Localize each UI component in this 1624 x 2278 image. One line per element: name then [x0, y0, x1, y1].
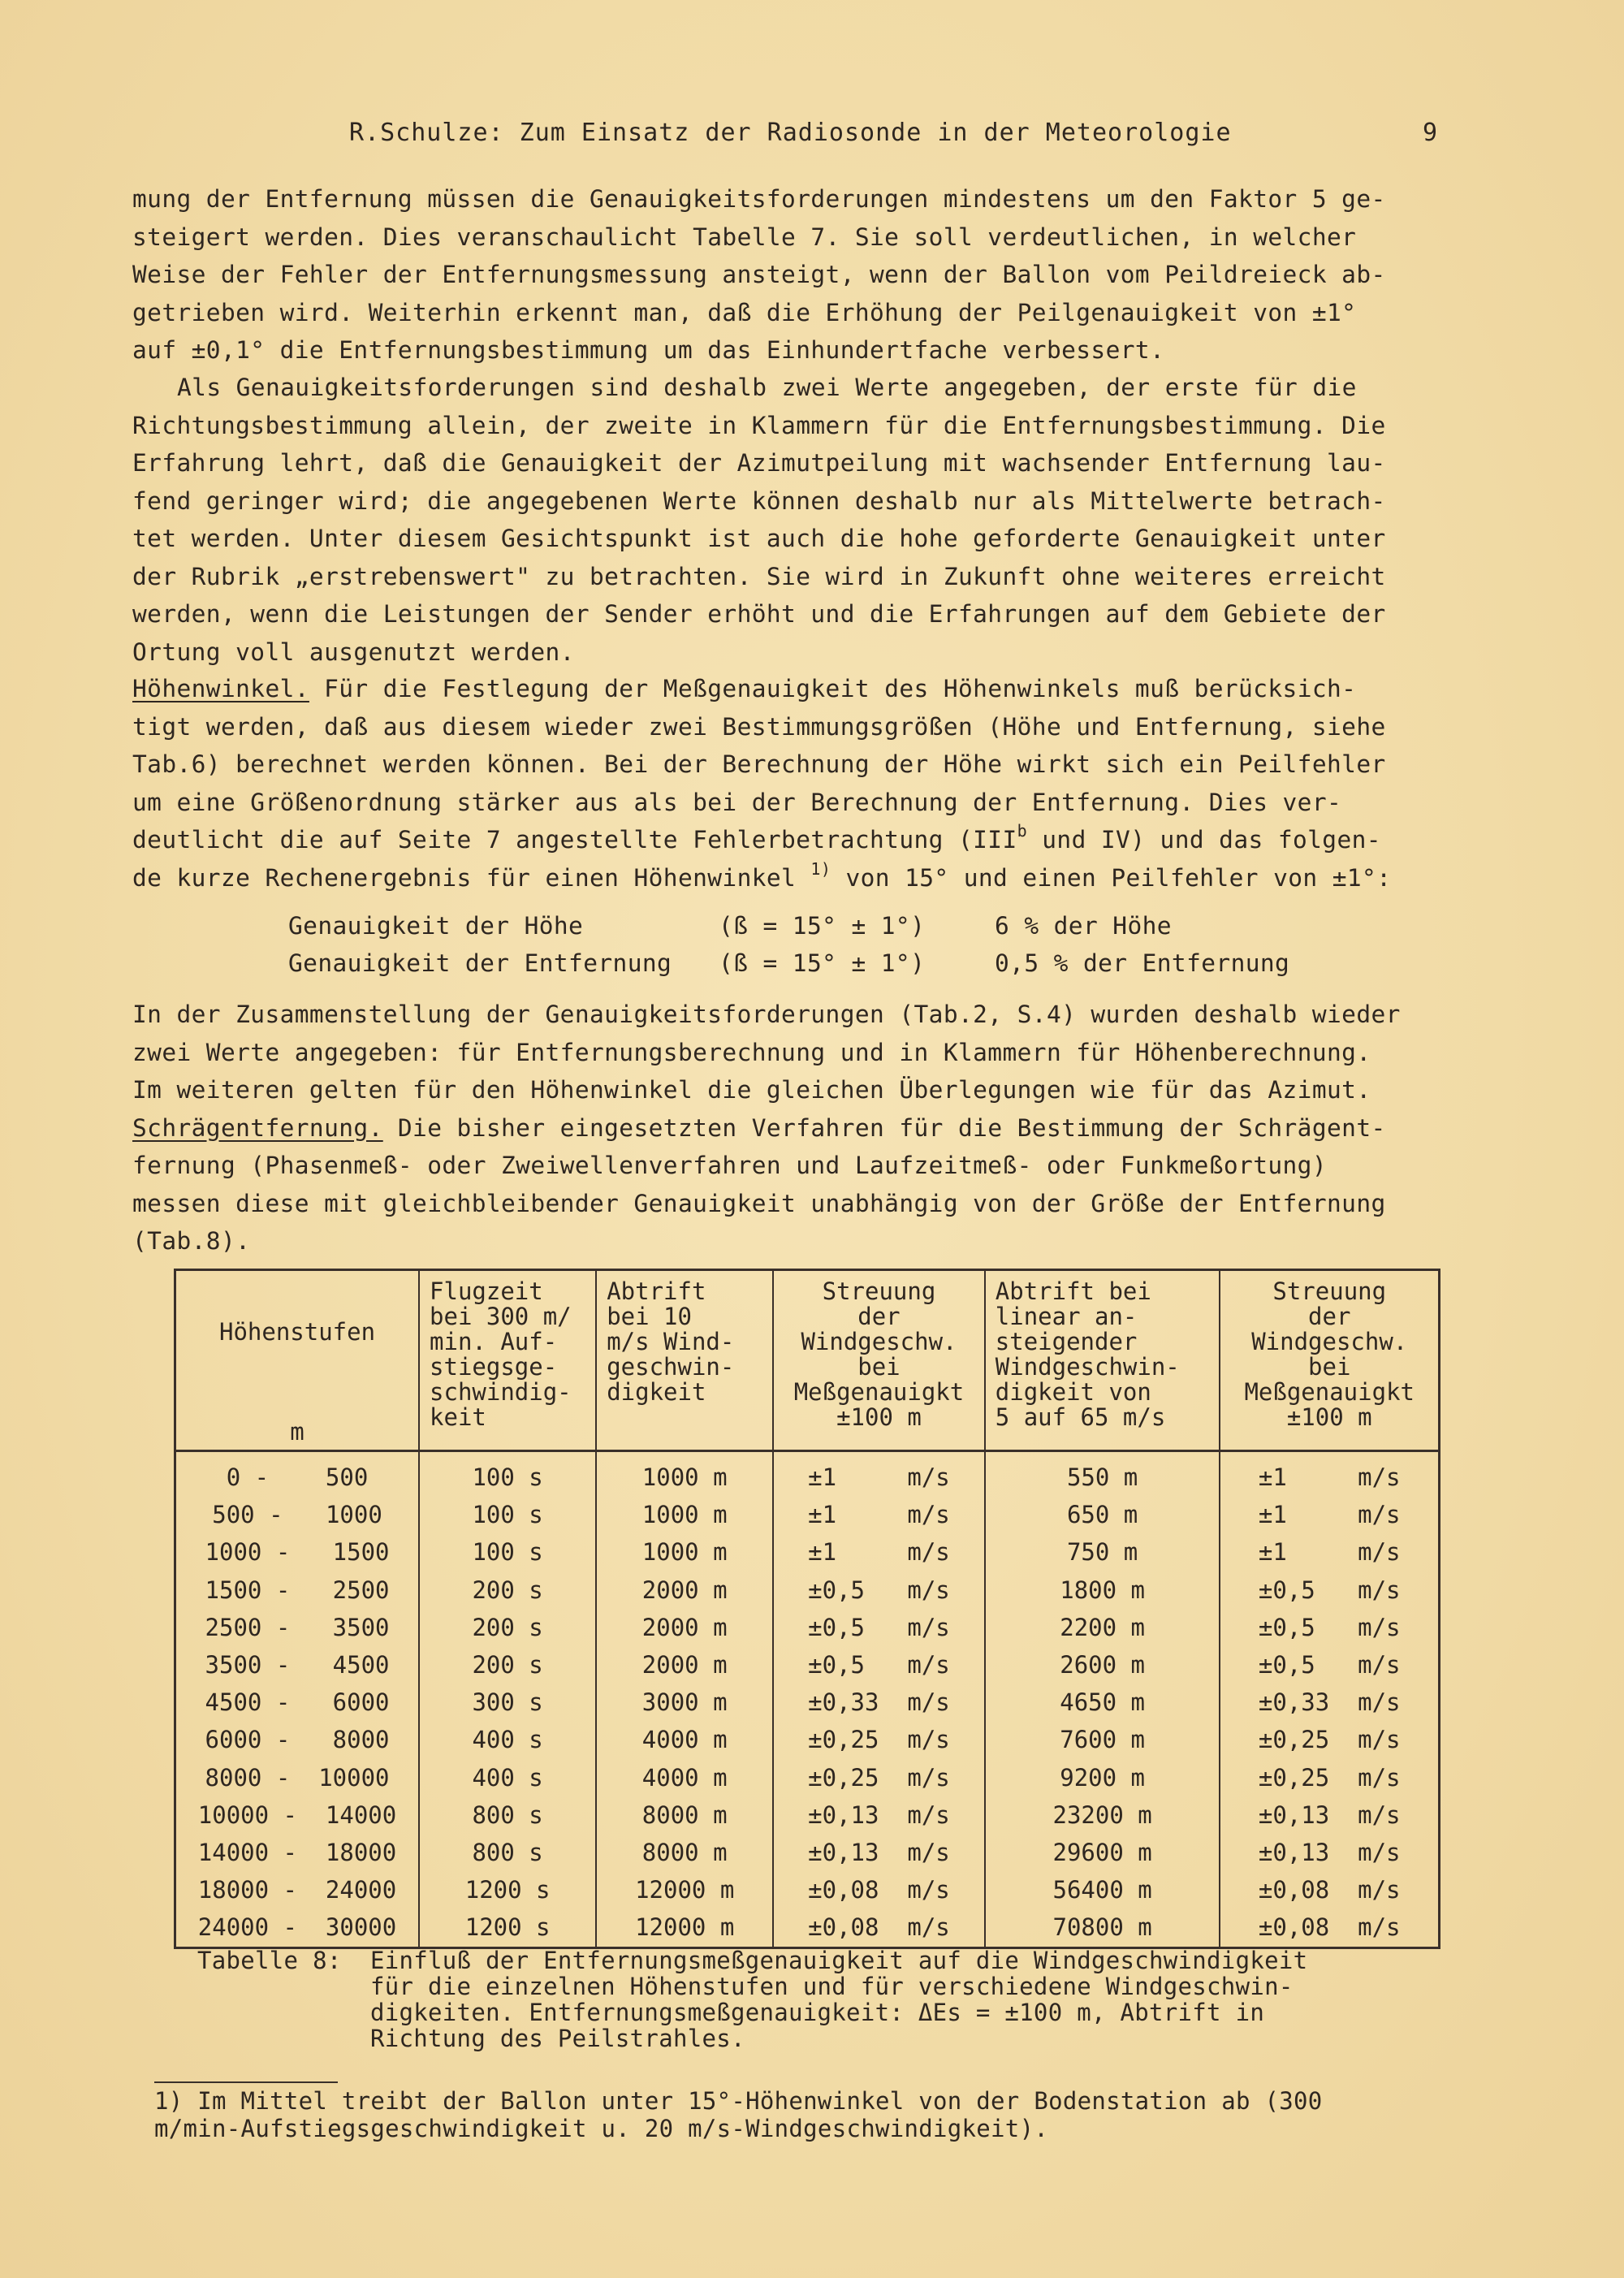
- cell-streuung-2: ±0,08 m/s: [1220, 1908, 1439, 1947]
- cell-hoehenstufe: 1000 - 1500: [175, 1533, 420, 1571]
- header-label: Höhenstufen: [218, 1318, 376, 1346]
- table-row: [175, 1684, 1440, 1721]
- table-row: [175, 1871, 1440, 1908]
- footnote-rule: [154, 2081, 338, 2083]
- header-line: m/s Wind-: [607, 1328, 735, 1355]
- text-line: mung der Entfernung müssen die Genauigkeitsforderungen mindestens um den Faktor 5 ge-: [132, 185, 1386, 213]
- cell-hoehenstufe: 0 - 500: [175, 1451, 420, 1497]
- header-line: min. Auf-: [430, 1328, 558, 1355]
- header-line: Meßgenauigkt: [1244, 1378, 1415, 1406]
- text-line: [132, 859, 1464, 897]
- header-line: steigender: [995, 1328, 1138, 1355]
- header-line: Flugzeit: [430, 1277, 543, 1305]
- text-line: messen diese mit gleichbleibender Genauigkeit unabhängig von der Größe der Entfernung: [132, 1189, 1386, 1217]
- text-line: Weise der Fehler der Entfernungsmessung ansteigt, wenn der Ballon vom Peildreieck ab-: [132, 261, 1386, 288]
- cell-hoehenstufe: 24000 - 30000: [175, 1908, 420, 1947]
- table-row: [175, 1533, 1440, 1571]
- cell-flugzeit: 800 s: [419, 1796, 596, 1834]
- header-line: bei: [1308, 1353, 1351, 1381]
- cell-flugzeit: 200 s: [419, 1609, 596, 1646]
- cell-streuung-2: ±0,25 m/s: [1220, 1721, 1439, 1758]
- header-line: bei 10: [607, 1303, 692, 1330]
- cell-streuung: ±0,25 m/s: [773, 1721, 985, 1758]
- cell-flugzeit: 1200 s: [419, 1871, 596, 1908]
- header-hoehenstufen: [175, 1270, 420, 1451]
- text-line: werden, wenn die Leistungen der Sender erhöht und die Erfahrungen auf dem Gebiete der: [132, 600, 1386, 628]
- cell-abtrift-linear: 29600 m: [985, 1834, 1220, 1871]
- header-line: Streuung: [1272, 1277, 1387, 1305]
- paragraph-3: [132, 996, 1464, 1260]
- header-line: stiegsge-: [430, 1353, 558, 1381]
- cell-abtrift-linear: 650 m: [985, 1496, 1220, 1533]
- cell-hoehenstufe: 4500 - 6000: [175, 1684, 420, 1721]
- text-line: getrieben wird. Weiterhin erkennt man, daß die Erhöhung der Peilgenauigkeit von ±1°: [132, 298, 1357, 326]
- footnote-line: m/min-Aufstiegsgeschwindigkeit u. 20 m/s-Windgeschwindigkeit).: [154, 2115, 1049, 2142]
- cell-flugzeit: 100 s: [419, 1496, 596, 1533]
- cell-hoehenstufe: 6000 - 8000: [175, 1721, 420, 1758]
- table-row: [175, 1759, 1440, 1796]
- cell-hoehenstufe: 2500 - 3500: [175, 1609, 420, 1646]
- cell-streuung: ±0,08 m/s: [773, 1908, 985, 1947]
- formula-row: [132, 907, 1464, 944]
- header-line: schwindig-: [430, 1378, 572, 1406]
- caption-line: Einfluß der Entfernungsmeßgenauigkeit auf die Windgeschwindigkeit: [370, 1947, 1308, 1974]
- header-flugzeit: [419, 1270, 596, 1451]
- cell-abtrift-linear: 56400 m: [985, 1871, 1220, 1908]
- section-heading: Höhenwinkel.: [132, 675, 309, 702]
- header-abtrift-linear: [985, 1270, 1220, 1451]
- text-line: Ortung voll ausgenutzt werden.: [132, 638, 575, 666]
- cell-abtrift: 2000 m: [596, 1646, 773, 1684]
- section-heading: Schrägentfernung.: [132, 1113, 383, 1142]
- text-span: Für die Festlegung der Meßgenauigkeit des Höhenwinkels muß berücksich-: [309, 675, 1357, 702]
- cell-hoehenstufe: 14000 - 18000: [175, 1834, 420, 1871]
- cell-streuung-2: ±0,13 m/s: [1220, 1796, 1439, 1834]
- cell-abtrift: 4000 m: [596, 1759, 773, 1796]
- cell-streuung-2: ±1 m/s: [1220, 1496, 1439, 1533]
- text-line: [132, 821, 1464, 859]
- section-hoehenwinkel: [132, 670, 1464, 897]
- footnote-line: 1) Im Mittel treibt der Ballon unter 15°-Höhenwinkel von der Bodenstation ab (300: [154, 2087, 1323, 2115]
- text-line: um eine Größenordnung stärker aus als bei der Berechnung der Entfernung. Dies ver-: [132, 788, 1342, 816]
- cell-flugzeit: 1200 s: [419, 1908, 596, 1947]
- cell-streuung-2: ±0,25 m/s: [1220, 1759, 1439, 1796]
- superscript: b: [1017, 821, 1028, 841]
- text-line: Erfahrung lehrt, daß die Genauigkeit der Azimutpeilung mit wachsender Entfernung lau-: [132, 449, 1386, 477]
- caption-line: für die einzelnen Höhenstufen und für verschiedene Windgeschwin-: [370, 1973, 1294, 2000]
- cell-streuung: ±1 m/s: [773, 1451, 985, 1497]
- cell-streuung-2: ±1 m/s: [1220, 1451, 1439, 1497]
- cell-streuung-2: ±0,5 m/s: [1220, 1609, 1439, 1646]
- cell-flugzeit: 200 s: [419, 1646, 596, 1684]
- header-line: ±100 m: [1286, 1403, 1372, 1431]
- text-line: der Rubrik „erstrebenswert" zu betrachten. Sie wird in Zukunft ohne weiteres erreicht: [132, 562, 1386, 590]
- cell-abtrift: 1000 m: [596, 1496, 773, 1533]
- table-header-row: [175, 1270, 1440, 1451]
- cell-streuung: ±0,5 m/s: [773, 1646, 985, 1684]
- cell-abtrift-linear: 70800 m: [985, 1908, 1220, 1947]
- text-line: fend geringer wird; die angegebenen Werte können deshalb nur als Mittelwerte betrach-: [132, 486, 1386, 515]
- cell-abtrift-linear: 9200 m: [985, 1759, 1220, 1796]
- header-line: Windgeschwin-: [995, 1353, 1180, 1381]
- cell-hoehenstufe: 18000 - 24000: [175, 1871, 420, 1908]
- text-line: Im weiteren gelten für den Höhenwinkel die gleichen Überlegungen wie für das Azimut.: [132, 1076, 1371, 1104]
- footnote-ref: 1): [810, 858, 831, 879]
- cell-abtrift-linear: 23200 m: [985, 1796, 1220, 1834]
- table-8: [174, 1269, 1440, 1949]
- header-line: Windgeschw.: [1251, 1328, 1408, 1355]
- formula-result: 0,5 % der Entfernung: [995, 949, 1290, 977]
- formula-label: Genauigkeit der Entfernung: [288, 949, 672, 977]
- text-span: deutlicht die auf Seite 7 angestellte Fehlerbetrachtung (III: [132, 826, 1017, 854]
- footnote: [154, 2087, 1453, 2142]
- paragraph-1: [132, 180, 1464, 370]
- cell-flugzeit: 400 s: [419, 1721, 596, 1758]
- cell-streuung-2: ±0,5 m/s: [1220, 1646, 1439, 1684]
- text-line: steigert werden. Dies veranschaulicht Tabelle 7. Sie soll verdeutlichen, in welcher: [132, 223, 1357, 251]
- header-line: digkeit von: [995, 1378, 1151, 1406]
- header-line: bei: [857, 1353, 901, 1381]
- text-line: In der Zusammenstellung der Genauigkeitsforderungen (Tab.2, S.4) wurden deshalb wieder: [132, 1001, 1401, 1028]
- cell-abtrift: 3000 m: [596, 1684, 773, 1721]
- header-unit: m: [290, 1418, 304, 1446]
- table-row: [175, 1834, 1440, 1871]
- text-span: Die bisher eingesetzten Verfahren für die Bestimmung der Schrägent-: [382, 1113, 1386, 1142]
- caption-line: digkeiten. Entfernungsmeßgenauigkeit: ΔEs = ±100 m, Abtrift in: [370, 1999, 1265, 2026]
- formula-row: [132, 944, 1464, 982]
- text-line: tigt werden, daß aus diesem wieder zwei Bestimmungsgrößen (Höhe und Entfernung, siehe: [132, 712, 1386, 741]
- header-streuung-2: [1220, 1270, 1439, 1451]
- table-caption: [197, 1947, 1440, 2051]
- cell-abtrift: 8000 m: [596, 1796, 773, 1834]
- text-line: (Tab.8).: [132, 1227, 251, 1255]
- table-row: [175, 1571, 1440, 1609]
- cell-abtrift-linear: 4650 m: [985, 1684, 1220, 1721]
- cell-streuung: ±0,5 m/s: [773, 1609, 985, 1646]
- cell-hoehenstufe: 10000 - 14000: [175, 1796, 420, 1834]
- table-row: [175, 1451, 1440, 1497]
- cell-abtrift-linear: 7600 m: [985, 1721, 1220, 1758]
- cell-abtrift: 8000 m: [596, 1834, 773, 1871]
- cell-flugzeit: 100 s: [419, 1533, 596, 1571]
- formula-condition: (ß = 15° ± 1°): [719, 912, 926, 940]
- cell-streuung: ±0,25 m/s: [773, 1759, 985, 1796]
- cell-abtrift-linear: 1800 m: [985, 1571, 1220, 1609]
- cell-streuung: ±0,5 m/s: [773, 1571, 985, 1609]
- cell-abtrift: 4000 m: [596, 1721, 773, 1758]
- cell-abtrift: 1000 m: [596, 1451, 773, 1497]
- header-line: Abtrift: [607, 1277, 706, 1305]
- cell-abtrift: 12000 m: [596, 1871, 773, 1908]
- text-line: Als Genauigkeitsforderungen sind deshalb zwei Werte angegeben, der erste für die: [177, 374, 1357, 401]
- cell-hoehenstufe: 1500 - 2500: [175, 1571, 420, 1609]
- text-line: [132, 1109, 1464, 1148]
- header-line: keit: [430, 1403, 486, 1431]
- header-line: 5 auf 65 m/s: [995, 1403, 1166, 1431]
- cell-streuung: ±0,13 m/s: [773, 1796, 985, 1834]
- table-row: [175, 1609, 1440, 1646]
- cell-hoehenstufe: 8000 - 10000: [175, 1759, 420, 1796]
- cell-hoehenstufe: 3500 - 4500: [175, 1646, 420, 1684]
- table-row: [175, 1721, 1440, 1758]
- cell-flugzeit: 400 s: [419, 1759, 596, 1796]
- cell-streuung: ±1 m/s: [773, 1496, 985, 1533]
- cell-streuung-2: ±0,5 m/s: [1220, 1571, 1439, 1609]
- cell-flugzeit: 300 s: [419, 1684, 596, 1721]
- cell-flugzeit: 800 s: [419, 1834, 596, 1871]
- header-line: Streuung: [822, 1277, 936, 1305]
- caption-body: [370, 1947, 1434, 2051]
- header-line: der: [857, 1303, 901, 1330]
- header-line: ±100 m: [836, 1403, 922, 1431]
- paragraph-2: [132, 369, 1464, 671]
- text-line: fernung (Phasenmeß- oder Zweiwellenverfahren und Laufzeitmeß- oder Funkmeßortung): [132, 1152, 1327, 1179]
- cell-abtrift: 2000 m: [596, 1609, 773, 1646]
- header-line: Abtrift bei: [995, 1277, 1151, 1305]
- formula-label: Genauigkeit der Höhe: [288, 912, 584, 940]
- table-row: [175, 1908, 1440, 1947]
- cell-streuung-2: ±0,13 m/s: [1220, 1834, 1439, 1871]
- text-span: von 15° und einen Peilfehler von ±1°:: [831, 863, 1392, 892]
- text-line: zwei Werte angegeben: für Entfernungsberechnung und in Klammern für Höhenberechnung.: [132, 1038, 1371, 1066]
- caption-label: Tabelle 8:: [197, 1947, 342, 1974]
- text-span: und IV) und das folgen-: [1027, 826, 1381, 854]
- cell-abtrift-linear: 2600 m: [985, 1646, 1220, 1684]
- page-number: 9: [1423, 119, 1439, 147]
- cell-abtrift: 1000 m: [596, 1533, 773, 1571]
- cell-hoehenstufe: 500 - 1000: [175, 1496, 420, 1533]
- cell-abtrift-linear: 550 m: [985, 1451, 1220, 1497]
- cell-flugzeit: 100 s: [419, 1451, 596, 1497]
- cell-streuung: ±1 m/s: [773, 1533, 985, 1571]
- text-line: [132, 670, 1464, 708]
- cell-abtrift: 12000 m: [596, 1908, 773, 1947]
- cell-abtrift: 2000 m: [596, 1571, 773, 1609]
- header-line: der: [1308, 1303, 1351, 1330]
- cell-abtrift-linear: 2200 m: [985, 1609, 1220, 1646]
- text-line: Richtungsbestimmung allein, der zweite in Klammern für die Entfernungsbestimmung. Die: [132, 411, 1386, 439]
- header-line: digkeit: [607, 1378, 706, 1406]
- table-row: [175, 1496, 1440, 1533]
- cell-streuung-2: ±1 m/s: [1220, 1533, 1439, 1571]
- cell-streuung-2: ±0,33 m/s: [1220, 1684, 1439, 1721]
- header-line: bei 300 m/: [430, 1303, 572, 1330]
- table-row: [175, 1646, 1440, 1684]
- formula-condition: (ß = 15° ± 1°): [719, 949, 926, 977]
- header-streuung-1: [773, 1270, 985, 1451]
- formula-result: 6 % der Höhe: [995, 912, 1172, 940]
- header-line: Windgeschw.: [801, 1328, 957, 1355]
- cell-flugzeit: 200 s: [419, 1571, 596, 1609]
- text-span: de kurze Rechenergebnis für einen Höhenwinkel: [132, 863, 811, 892]
- header-line: geschwin-: [607, 1353, 735, 1381]
- cell-streuung-2: ±0,08 m/s: [1220, 1871, 1439, 1908]
- cell-streuung: ±0,13 m/s: [773, 1834, 985, 1871]
- cell-abtrift-linear: 750 m: [985, 1533, 1220, 1571]
- caption-line: Richtung des Peilstrahles.: [370, 2025, 745, 2052]
- cell-streuung: ±0,33 m/s: [773, 1684, 985, 1721]
- header-line: linear an-: [995, 1303, 1138, 1330]
- table-row: [175, 1796, 1440, 1834]
- text-line: tet werden. Unter diesem Gesichtspunkt ist auch die hohe geforderte Genauigkeit unter: [132, 525, 1386, 552]
- text-line: Tab.6) berechnet werden können. Bei der Berechnung der Höhe wirkt sich ein Peilfehler: [132, 750, 1386, 778]
- cell-streuung: ±0,08 m/s: [773, 1871, 985, 1908]
- header-abtrift: [596, 1270, 773, 1451]
- header-line: Meßgenauigkt: [793, 1378, 965, 1406]
- text-line: auf ±0,1° die Entfernungsbestimmung um das Einhundertfache verbessert.: [132, 336, 1165, 364]
- formula-block: [132, 907, 1464, 982]
- header-title: R.Schulze: Zum Einsatz der Radiosonde in der Meteorologie: [349, 119, 1232, 147]
